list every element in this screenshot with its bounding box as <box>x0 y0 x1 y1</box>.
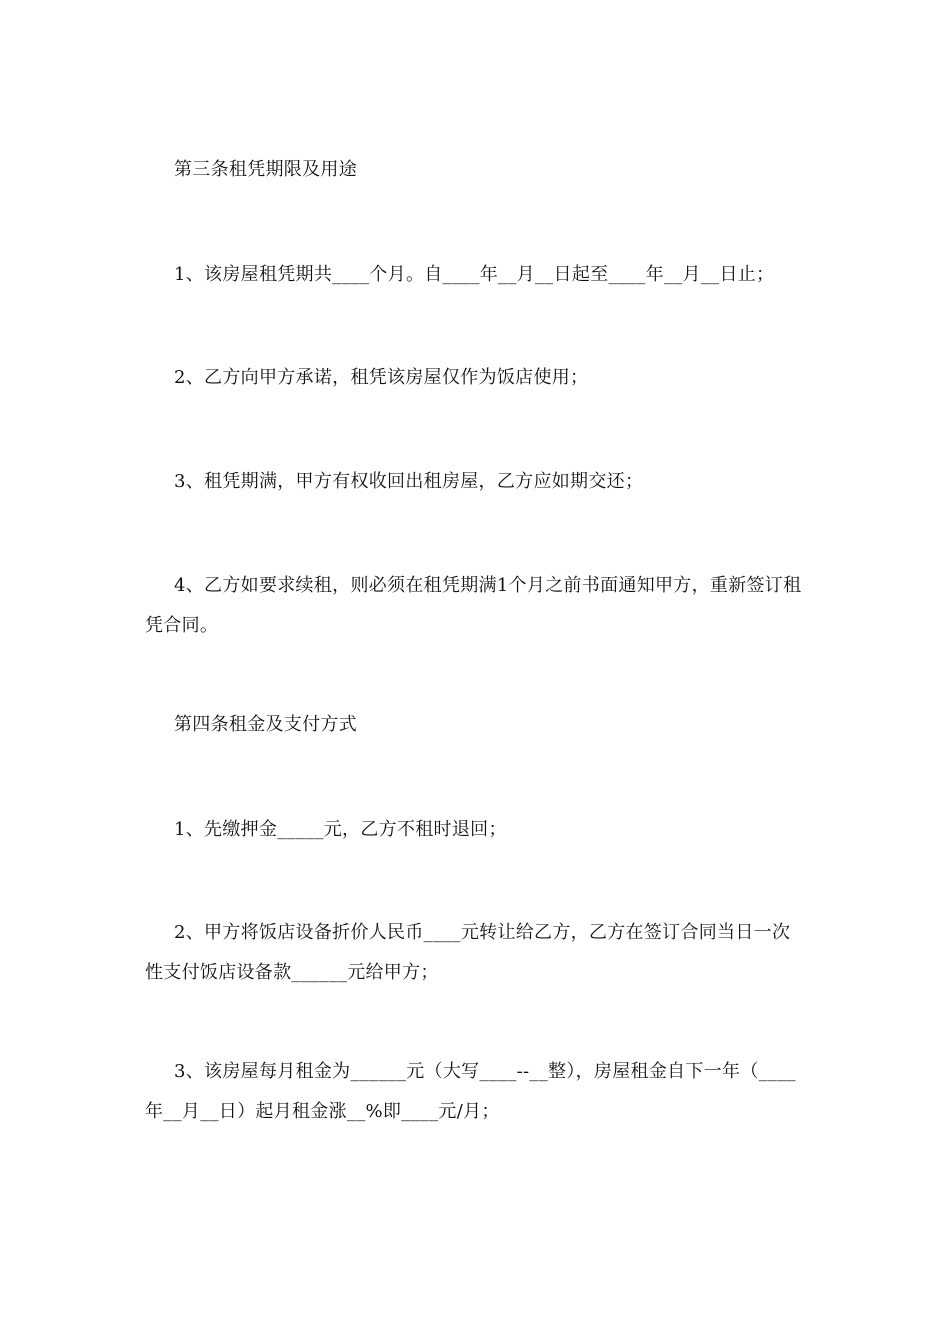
section-4-item-2: 2、甲方将饭店设备折价人民币____元转让给乙方，乙方在签订合同当日一次性支付饭店设备款______元给甲方； <box>145 922 791 983</box>
section-4-item-3: 3、该房屋每月租金为______元（大写____--__整），房屋租金自下一年（____年__月__日）起月租金涨__%即____元/月； <box>145 1061 796 1122</box>
section-3-item-2: 2、乙方向甲方承诺，租凭该房屋仅作为饭店使用； <box>174 367 589 388</box>
section-3-heading: 第三条租凭期限及用途 <box>174 159 357 180</box>
section-3-item-3: 3、租凭期满，甲方有权收回出租房屋，乙方应如期交还； <box>174 471 644 492</box>
section-4-heading: 第四条租金及支付方式 <box>174 714 357 735</box>
section-3-item-1: 1、该房屋租凭期共____个月。自____年__月__日起至____年__月__日止； <box>174 264 775 285</box>
section-4-item-1: 1、先缴押金_____元，乙方不租时退回； <box>174 819 507 840</box>
section-3-item-4: 4、乙方如要求续租，则必须在租凭期满1个月之前书面通知甲方，重新签订租凭合同。 <box>145 575 802 636</box>
